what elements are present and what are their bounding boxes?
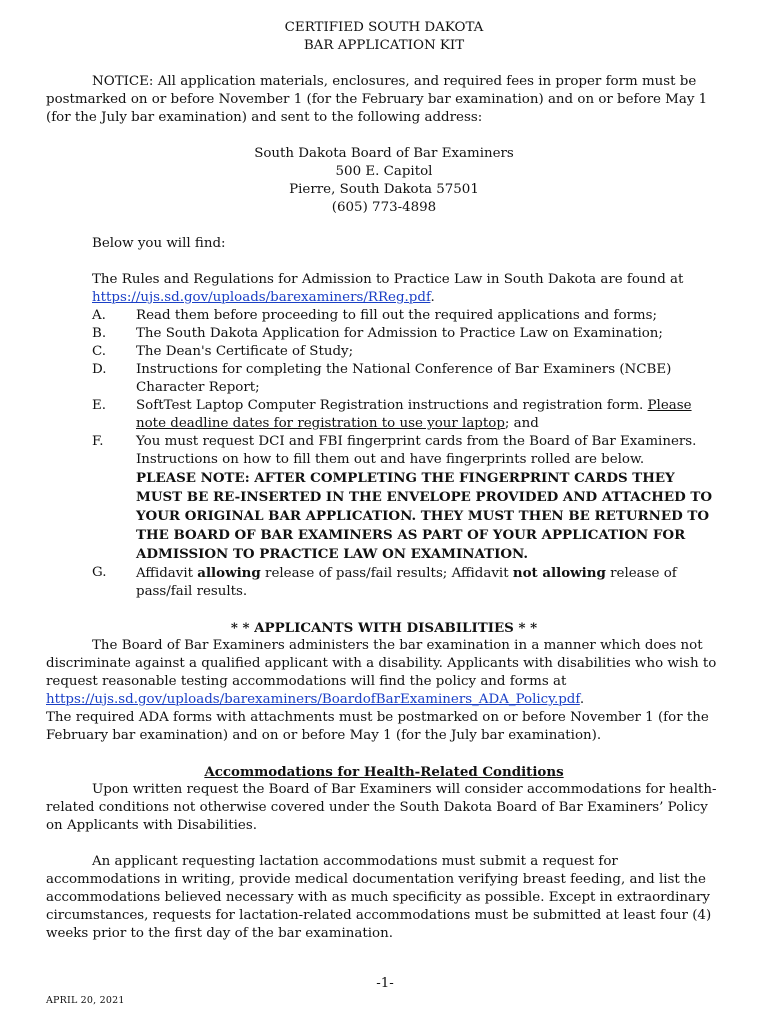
list-item <box>46 361 722 397</box>
list-letter: D. <box>92 362 107 377</box>
address-phone: (605) 773-4898 <box>331 200 437 215</box>
fingerprint-notice: PLEASE NOTE: AFTER COMPLETING THE FINGERPRINT CARDS THEY MUST BE RE-INSERTED IN THE ENVELOPE PROVIDED AND ATTACHED TO YOUR ORIGINAL BAR APPLICATION. THEY MUST THEN BE RETURNED TO THE BOARD OF BAR EXAMINERS AS PART OF YOUR APPLICATION FOR ADMISSION TO PRACTICE LAW ON EXAMINATION. <box>136 470 713 562</box>
disabilities-heading: * * APPLICANTS WITH DISABILITIES * * <box>230 620 538 636</box>
disabilities-body: The Board of Bar Examiners administers the bar examination in a manner which does not discriminate against a qualified applicant with a disability. Applicants with disabilities who wish to request reasonable testing accommodations will find the policy and forms at <box>46 638 717 689</box>
health-paragraph: Upon written request the Board of Bar Examiners will consider accommodations for health-related conditions not otherwise covered under the South Dakota Board of Bar Examiners’ Policy on Applicants with Disabilities. <box>46 782 717 833</box>
ada-policy-link[interactable]: https://ujs.sd.gov/uploads/barexaminers/BoardofBarExaminers_ADA_Policy.pdf <box>46 692 580 707</box>
list-letter: B. <box>92 326 107 341</box>
address-block <box>46 145 722 217</box>
affidavit-text-2: release of pass/fail results; Affidavit <box>260 566 513 581</box>
list-letter: A. <box>92 308 106 323</box>
fingerprint-text: You must request DCI and FBI fingerprint cards from the Board of Bar Examiners. Instructions on how to fill them out and have fingerprints rolled are below. <box>136 434 697 467</box>
ada-forms-paragraph: The required ADA forms with attachments must be postmarked on or before November 1 (for the February bar examination) and on or before May 1 (for the July bar examination). <box>46 710 709 743</box>
page-number: -1- <box>376 976 394 991</box>
health-heading: Accommodations for Health-Related Conditions <box>204 764 564 780</box>
list-text: Instructions for completing the National Conference of Bar Examiners (NCBE) Character Report; <box>136 362 672 395</box>
list-letter: F. <box>92 434 104 449</box>
notice-paragraph: NOTICE: All application materials, enclosures, and required fees in proper form must be postmarked on or before November 1 (for the February bar examination) and on or before May 1 (for the July bar examination) and sent to the following address: <box>46 74 708 125</box>
list-item <box>46 325 722 343</box>
list-letter: G. <box>92 565 107 580</box>
address-line-3: Pierre, South Dakota 57501 <box>289 182 479 197</box>
list-text: The Dean's Certificate of Study; <box>136 344 354 359</box>
affidavit-text-1: Affidavit <box>136 566 198 581</box>
list-letter: C. <box>92 344 107 359</box>
list-text <box>136 564 722 601</box>
rules-text: The Rules and Regulations for Admission to Practice Law in South Dakota are found at <box>92 272 684 287</box>
affidavit-not-allowing: not allowing <box>512 565 606 581</box>
list-item <box>46 343 722 361</box>
disabilities-paragraph: The Board of Bar Examiners administers the bar examination in a manner which does not discriminate against a qualified applicant with a disability. Applicants with disabilities who wish to request reasonable testing accommodations will find the policy and forms at https://ujs.sd.gov/uploads/barexaminers/BoardofBarExaminers_ADA_Policy.pdf. <box>46 638 717 707</box>
lactation-paragraph: An applicant requesting lactation accommodations must submit a request for accommodations in writing, provide medical documentation verifying breast feeding, and list the accommodations believed necessary with as much specificity as possible. Except in extraordinary circumstances, requests for lactation-related accommodations must be submitted at least four (4) weeks prior to the first day of the bar examination. <box>46 854 712 941</box>
title-line-1: CERTIFIED SOUTH DAKOTA <box>284 20 484 35</box>
contents-list <box>46 307 722 601</box>
list-item <box>46 433 722 564</box>
softtest-text: SoftTest Laptop Computer Registration instructions and registration form. <box>136 398 648 413</box>
revision-date: APRIL 20, 2021 <box>46 995 125 1006</box>
list-text <box>136 433 722 564</box>
list-item <box>46 307 722 325</box>
softtest-tail: ; and <box>504 416 539 431</box>
rules-paragraph: The Rules and Regulations for Admission to Practice Law in South Dakota are found at https://ujs.sd.gov/uploads/barexaminers/RReg.pdf. <box>92 272 684 305</box>
list-letter: E. <box>92 398 107 413</box>
deadline-note: Please note deadline dates for registration to use your laptop <box>136 398 692 431</box>
list-text: Read them before proceeding to fill out the required applications and forms; <box>136 308 657 323</box>
address-line-2: 500 E. Capitol <box>335 164 433 179</box>
list-text: The South Dakota Application for Admission to Practice Law on Examination; <box>136 326 663 341</box>
document-page <box>46 19 722 943</box>
affidavit-text-3: release of pass/fail results. <box>136 566 677 599</box>
list-item <box>46 564 722 601</box>
title-line-2: BAR APPLICATION KIT <box>303 38 465 53</box>
below-find-text: Below you will find: <box>92 236 226 251</box>
rules-link[interactable]: https://ujs.sd.gov/uploads/barexaminers/RReg.pdf <box>92 290 431 305</box>
list-text <box>136 397 722 433</box>
affidavit-allowing: allowing <box>197 565 261 581</box>
address-line-1: South Dakota Board of Bar Examiners <box>254 146 514 161</box>
list-item <box>46 397 722 433</box>
